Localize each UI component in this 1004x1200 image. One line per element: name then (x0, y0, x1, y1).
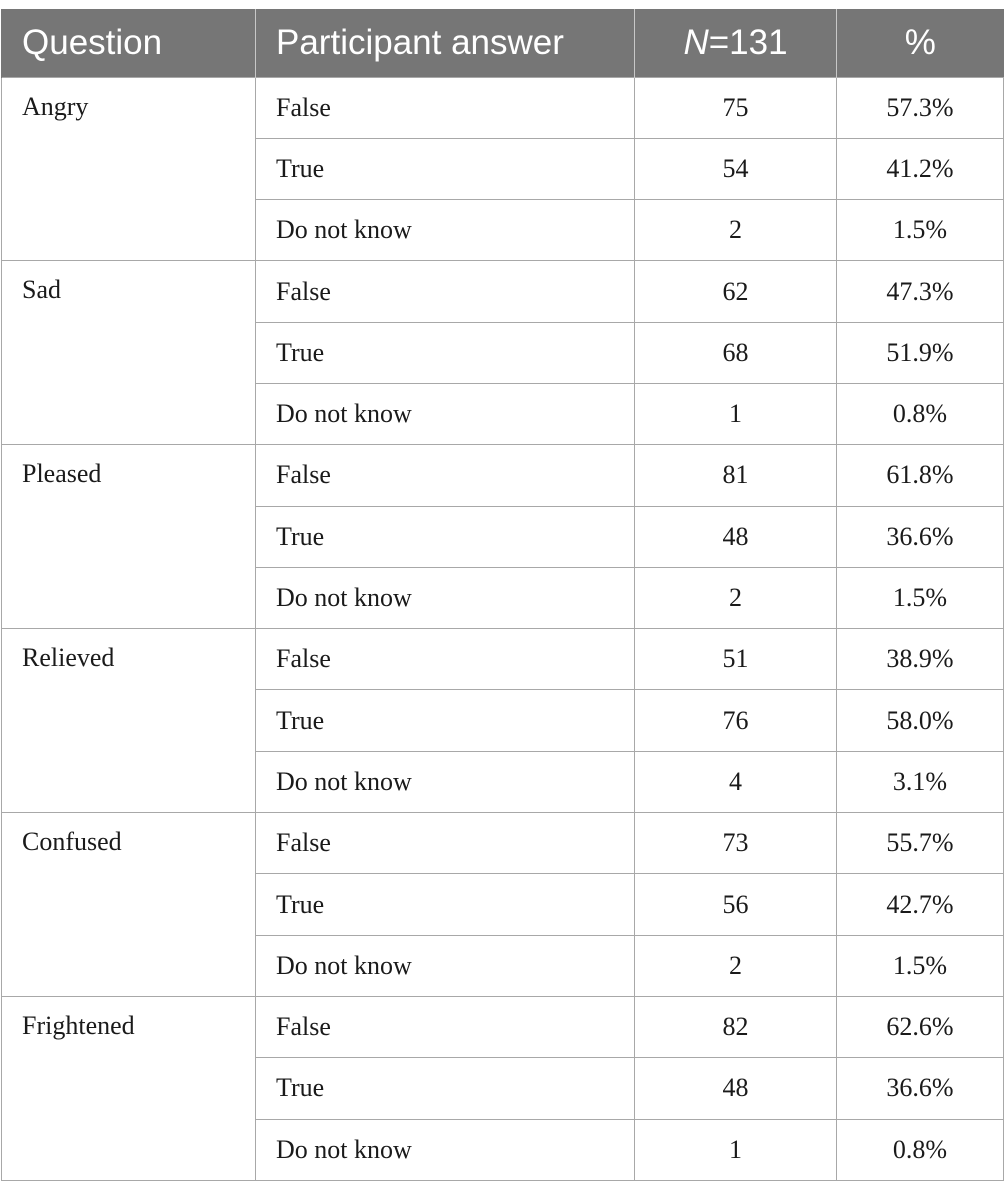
answer-cell: True (256, 322, 635, 383)
percent-cell: 57.3% (837, 77, 1004, 138)
answer-cell: Do not know (256, 567, 635, 628)
header-question: Question (2, 9, 256, 77)
answer-cell: True (256, 1058, 635, 1119)
table-row (2, 261, 1004, 322)
answer-cell: Do not know (256, 200, 635, 261)
question-cell: Frightened (2, 996, 256, 1180)
percent-cell: 1.5% (837, 200, 1004, 261)
count-cell: 82 (635, 996, 837, 1057)
percent-cell: 62.6% (837, 996, 1004, 1057)
count-cell: 1 (635, 383, 837, 444)
answer-cell: False (256, 77, 635, 138)
count-cell: 2 (635, 200, 837, 261)
table-body (2, 77, 1004, 1180)
percent-cell: 36.6% (837, 1058, 1004, 1119)
percent-cell: 1.5% (837, 567, 1004, 628)
results-table (1, 9, 1004, 1181)
header-n-value: =131 (708, 22, 788, 62)
answer-cell: True (256, 874, 635, 935)
table-header (2, 9, 1004, 77)
count-cell: 75 (635, 77, 837, 138)
question-cell: Confused (2, 813, 256, 997)
percent-cell: 42.7% (837, 874, 1004, 935)
percent-cell: 0.8% (837, 383, 1004, 444)
count-cell: 1 (635, 1119, 837, 1180)
question-cell: Angry (2, 77, 256, 261)
table-row (2, 996, 1004, 1057)
table-row (2, 629, 1004, 690)
count-cell: 54 (635, 138, 837, 199)
percent-cell: 1.5% (837, 935, 1004, 996)
percent-cell: 41.2% (837, 138, 1004, 199)
answer-cell: True (256, 506, 635, 567)
answer-cell: Do not know (256, 383, 635, 444)
answer-cell: False (256, 996, 635, 1057)
percent-cell: 61.8% (837, 445, 1004, 506)
answer-cell: False (256, 629, 635, 690)
answer-cell: False (256, 445, 635, 506)
count-cell: 48 (635, 506, 837, 567)
count-cell: 48 (635, 1058, 837, 1119)
answer-cell: False (256, 261, 635, 322)
question-cell: Sad (2, 261, 256, 445)
count-cell: 2 (635, 935, 837, 996)
answer-cell: Do not know (256, 1119, 635, 1180)
percent-cell: 51.9% (837, 322, 1004, 383)
count-cell: 2 (635, 567, 837, 628)
count-cell: 68 (635, 322, 837, 383)
percent-cell: 36.6% (837, 506, 1004, 567)
count-cell: 81 (635, 445, 837, 506)
question-cell: Pleased (2, 445, 256, 629)
percent-cell: 47.3% (837, 261, 1004, 322)
answer-cell: Do not know (256, 935, 635, 996)
count-cell: 73 (635, 813, 837, 874)
answer-cell: False (256, 813, 635, 874)
table-row (2, 445, 1004, 506)
count-cell: 56 (635, 874, 837, 935)
header-participant-answer: Participant answer (256, 9, 635, 77)
count-cell: 76 (635, 690, 837, 751)
table-row (2, 77, 1004, 138)
header-n (635, 9, 837, 77)
question-cell: Relieved (2, 629, 256, 813)
percent-cell: 38.9% (837, 629, 1004, 690)
header-percent: % (837, 9, 1004, 77)
count-cell: 4 (635, 751, 837, 812)
answer-cell: Do not know (256, 751, 635, 812)
answer-cell: True (256, 690, 635, 751)
percent-cell: 0.8% (837, 1119, 1004, 1180)
percent-cell: 58.0% (837, 690, 1004, 751)
percent-cell: 3.1% (837, 751, 1004, 812)
count-cell: 51 (635, 629, 837, 690)
percent-cell: 55.7% (837, 813, 1004, 874)
table-row (2, 813, 1004, 874)
answer-cell: True (256, 138, 635, 199)
count-cell: 62 (635, 261, 837, 322)
header-n-label: N (683, 22, 709, 62)
header-row (2, 9, 1004, 77)
